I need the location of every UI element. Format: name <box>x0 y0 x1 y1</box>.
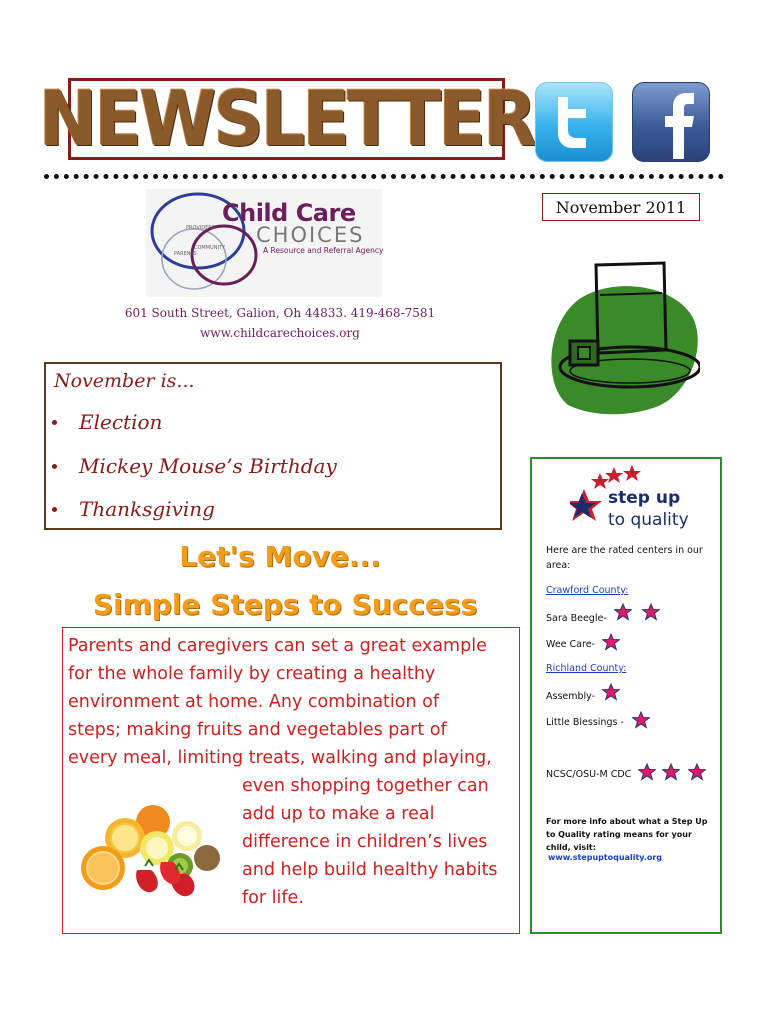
star-icon <box>614 603 632 621</box>
article-line: for the whole family by creating a healthy <box>68 664 436 684</box>
star-icon <box>638 763 656 781</box>
crawford-county-link[interactable]: Crawford County: <box>546 585 629 596</box>
star-icon <box>602 683 620 701</box>
dotted-divider <box>44 174 724 179</box>
article-line: for life. <box>242 888 304 908</box>
article-line: and help build healthy habits <box>242 860 498 880</box>
star-icon <box>662 763 680 781</box>
november-heading: November is... <box>54 370 195 392</box>
star-icon <box>602 633 620 651</box>
star-icon <box>632 711 650 729</box>
list-item-label: Election <box>79 410 163 434</box>
issue-date: November 2011 <box>542 193 700 221</box>
lets-move-heading: Let's Move... <box>179 540 381 573</box>
logo-ring-word: PROVIDERS <box>186 225 215 231</box>
article-line: difference in children’s lives <box>242 832 488 852</box>
org-name: Child Care <box>222 199 356 227</box>
richland-county-link[interactable]: Richland County: <box>546 663 627 674</box>
pilgrim-hat-illustration <box>538 255 700 417</box>
logo-ring-word: COMMUNITY <box>194 245 226 251</box>
step-up-website-link[interactable]: www.stepuptoquality.org <box>548 853 662 862</box>
article-line: every meal, limiting treats, walking and playing, <box>68 748 492 768</box>
november-box <box>44 362 502 530</box>
center-name: NCSC/OSU-M CDC <box>546 769 632 780</box>
masthead-box <box>38 74 535 164</box>
bullet-icon <box>52 507 57 512</box>
fruit-illustration <box>75 800 227 900</box>
step-up-to-quality-box <box>530 457 722 934</box>
star-icon <box>642 603 660 621</box>
org-name-choices: CHOICES <box>256 223 365 247</box>
bullet-icon <box>52 420 57 425</box>
quality-footer-text: For more info about what a Step Up to Quality rating means for your child, visit: <box>546 817 708 852</box>
step-up-logo-line2: to quality <box>608 510 689 530</box>
list-item <box>46 410 162 434</box>
article-line: Parents and caregivers can set a great example <box>68 636 487 656</box>
org-tagline: A Resource and Referral Agency <box>263 246 384 255</box>
bullet-icon <box>52 464 57 469</box>
simple-steps-heading: Simple Steps to Success <box>92 588 478 621</box>
address-text: 601 South Street, Galion, Oh 44833. 419-468-7581 <box>124 306 436 320</box>
list-item <box>46 497 215 521</box>
center-name: Wee Care- <box>546 639 595 650</box>
contact-info <box>120 303 440 343</box>
article-line: add up to make a real <box>242 804 435 824</box>
article-line: even shopping together can <box>242 776 489 796</box>
center-name: Little Blessings - <box>546 717 624 728</box>
rated-centers-intro: Here are the rated centers in our area: <box>546 545 703 571</box>
list-item-label: Mickey Mouse’s Birthday <box>79 454 337 478</box>
logo-ring-word: PARENTS <box>174 251 197 257</box>
list-item-label: Thanksgiving <box>79 497 215 521</box>
center-name: Sara Beegle- <box>546 613 607 624</box>
article-line: steps; making fruits and vegetables part of <box>68 720 447 740</box>
website-link[interactable]: www.childcarechoices.org <box>200 326 360 340</box>
center-name: Assembly- <box>546 691 596 702</box>
article-line: environment at home. Any combination of <box>68 692 439 712</box>
list-item <box>46 454 337 478</box>
step-up-logo <box>570 463 710 535</box>
star-icon <box>688 763 706 781</box>
step-up-logo-line1: step up <box>608 488 681 508</box>
facebook-icon[interactable] <box>632 82 710 162</box>
twitter-icon[interactable] <box>535 82 613 162</box>
newsletter-title: NEWSLETTER <box>38 74 535 164</box>
